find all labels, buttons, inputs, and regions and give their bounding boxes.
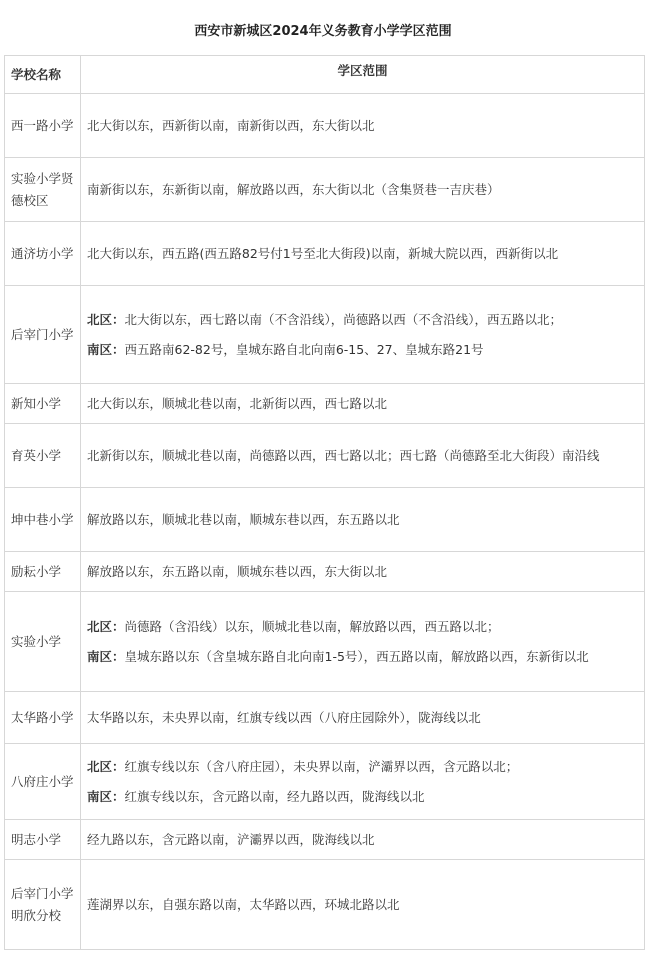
school-district-table <box>4 55 645 950</box>
district-description: 皇城东路以东（含皇城东路自北向南1-5号），西五路以南，解放路以西，东新街以北 <box>124 648 589 664</box>
district-description: 尚德路（含沿线）以东，顺城北巷以南，解放路以西，西五路以北； <box>124 618 500 634</box>
school-name-cell: 实验小学贤德校区 <box>5 158 81 222</box>
district-zone-label: 南区： <box>87 648 125 664</box>
district-description: 西五路南62-82号，皇城东路自北向南6-15、27、皇城东路21号 <box>124 341 484 357</box>
school-name-cell: 太华路小学 <box>5 692 81 744</box>
district-description: 红旗专线以东，含元路以南，经九路以西，陇海线以北 <box>124 788 425 804</box>
table-header-row <box>5 56 645 94</box>
table-row <box>5 592 645 692</box>
school-name-cell: 后宰门小学 <box>5 286 81 384</box>
district-zone-label: 北区： <box>87 758 125 774</box>
district-zone-label: 南区： <box>87 341 125 357</box>
district-segment <box>87 115 638 137</box>
district-zone-label: 北区： <box>87 311 125 327</box>
table-row <box>5 820 645 860</box>
district-area-cell <box>81 286 645 384</box>
table-body <box>5 94 645 950</box>
district-zone-label: 南区： <box>87 788 125 804</box>
school-name-cell: 育英小学 <box>5 424 81 488</box>
district-segment <box>87 561 638 583</box>
table-row <box>5 286 645 384</box>
district-area-cell <box>81 820 645 860</box>
district-description: 解放路以东，东五路以南，顺城东巷以西，东大街以北 <box>87 563 388 579</box>
table-row <box>5 488 645 552</box>
district-segment <box>87 894 638 916</box>
district-segment <box>87 829 638 851</box>
district-description: 解放路以东，顺城北巷以南，顺城东巷以西，东五路以北 <box>87 511 400 527</box>
district-segment <box>87 393 638 415</box>
district-description: 红旗专线以东（含八府庄园），未央界以南，浐灞界以西，含元路以北； <box>124 758 519 774</box>
district-description: 北大街以东，顺城北巷以南，北新街以西，西七路以北 <box>87 395 388 411</box>
district-description: 北大街以东，西五路(西五路82号付1号至北大街段)以南，新城大院以西，西新街以北 <box>87 245 559 261</box>
school-name-cell: 新知小学 <box>5 384 81 424</box>
page-title: 西安市新城区2024年义务教育小学学区范围 <box>194 24 452 39</box>
district-segment <box>87 786 638 808</box>
school-district-table-container <box>4 55 644 950</box>
header-school-name: 学校名称 <box>5 56 81 94</box>
table-row <box>5 692 645 744</box>
table-row <box>5 384 645 424</box>
school-name-cell: 通济坊小学 <box>5 222 81 286</box>
district-description: 太华路以东，未央界以南，红旗专线以西（八府庄园除外），陇海线以北 <box>87 709 481 725</box>
district-zone-label: 北区： <box>87 618 125 634</box>
district-segment <box>87 616 638 638</box>
district-area-cell <box>81 552 645 592</box>
district-description: 经九路以东，含元路以南，浐灞界以西，陇海线以北 <box>87 831 375 847</box>
table-row <box>5 158 645 222</box>
district-area-cell <box>81 860 645 950</box>
district-segment <box>87 509 638 531</box>
district-description: 北大街以东，西七路以南（不含沿线），尚德路以西（不含沿线），西五路以北； <box>124 311 563 327</box>
district-area-cell <box>81 384 645 424</box>
district-segment <box>87 707 638 729</box>
district-segment <box>87 646 638 668</box>
table-row <box>5 860 645 950</box>
district-description: 莲湖界以东，自强东路以南，太华路以西，环城北路以北 <box>87 896 400 912</box>
table-row <box>5 552 645 592</box>
district-area-cell <box>81 158 645 222</box>
header-district-area: 学区范围 <box>81 56 645 94</box>
district-segment <box>87 243 638 265</box>
district-segment <box>87 309 638 331</box>
table-row <box>5 744 645 820</box>
district-area-cell <box>81 488 645 552</box>
school-name-cell: 实验小学 <box>5 592 81 692</box>
district-area-cell <box>81 222 645 286</box>
district-area-cell <box>81 744 645 820</box>
school-name-cell: 坤中巷小学 <box>5 488 81 552</box>
district-segment <box>87 445 638 467</box>
district-description: 北大街以东，西新街以南，南新街以西，东大街以北 <box>87 117 375 133</box>
district-area-cell <box>81 692 645 744</box>
district-area-cell <box>81 424 645 488</box>
district-description: 北新街以东，顺城北巷以南，尚德路以西，西七路以北；西七路（尚德路至北大街段）南沿线 <box>87 447 600 463</box>
district-description: 南新街以东，东新街以南，解放路以西，东大街以北（含集贤巷一吉庆巷） <box>87 181 500 197</box>
school-name-cell: 励耘小学 <box>5 552 81 592</box>
district-area-cell <box>81 592 645 692</box>
school-name-cell: 八府庄小学 <box>5 744 81 820</box>
school-name-cell: 后宰门小学明欣分校 <box>5 860 81 950</box>
district-area-cell <box>81 94 645 158</box>
district-segment <box>87 179 638 201</box>
district-segment <box>87 756 638 778</box>
table-row <box>5 222 645 286</box>
table-row <box>5 424 645 488</box>
table-row <box>5 94 645 158</box>
district-segment <box>87 339 638 361</box>
school-name-cell: 明志小学 <box>5 820 81 860</box>
school-name-cell: 西一路小学 <box>5 94 81 158</box>
